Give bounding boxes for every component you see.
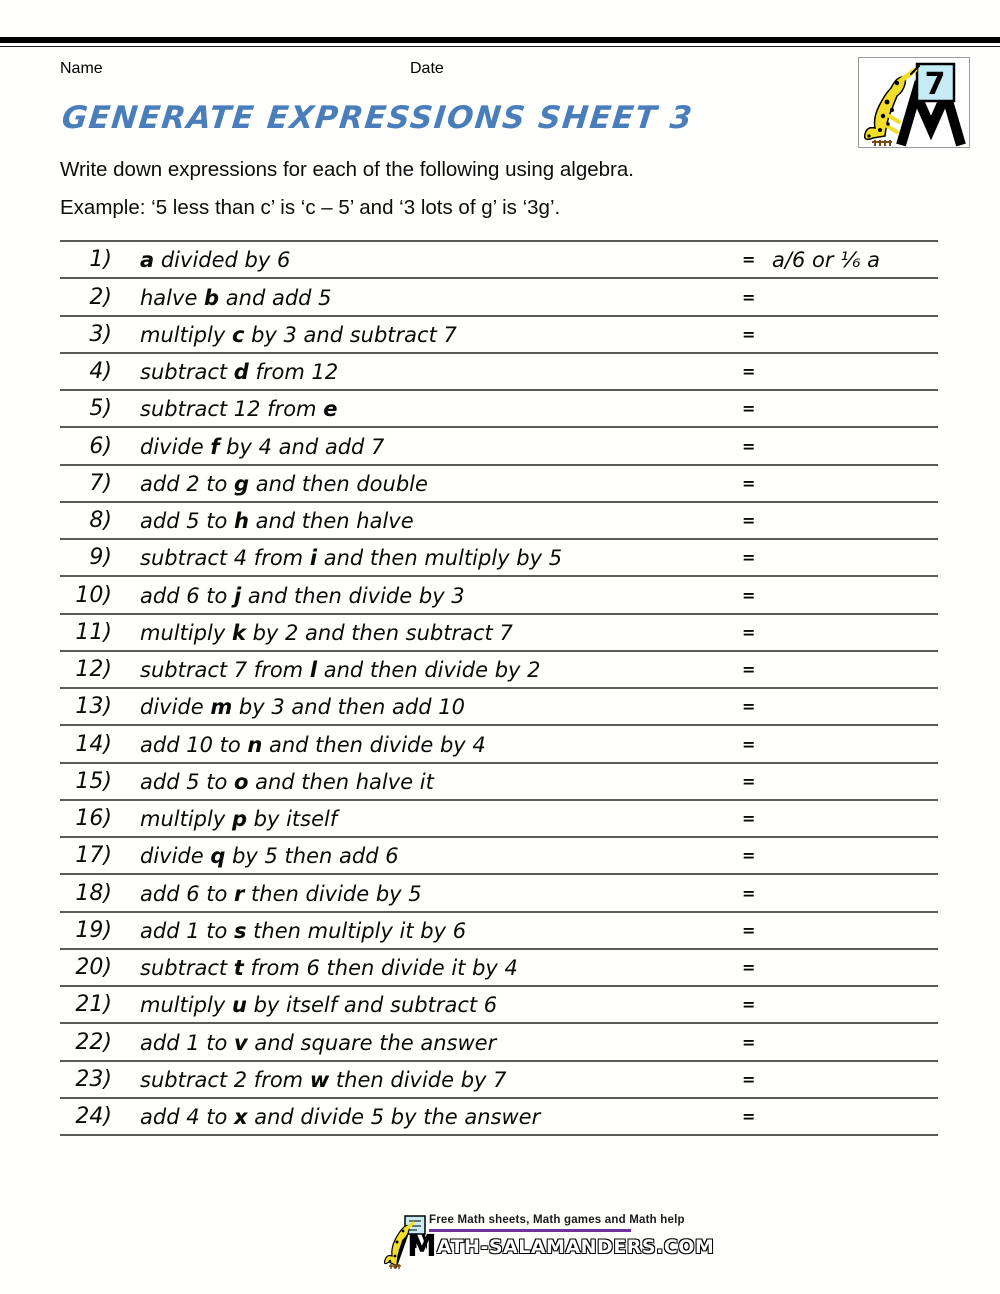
footer-site-name	[407, 1229, 715, 1264]
problem-number: 22)	[75, 1029, 112, 1055]
problem-text-after: and then divide by 3	[241, 583, 465, 608]
equals-sign: =	[742, 920, 756, 940]
problem-number: 1)	[89, 247, 112, 273]
problem-row	[60, 279, 938, 316]
problem-text	[140, 435, 384, 459]
problem-number: 13)	[75, 694, 112, 720]
problem-text-after: by 3 and subtract 7	[244, 322, 457, 347]
problem-text	[140, 882, 422, 906]
top-border-thin-rule	[0, 46, 1000, 47]
equals-sign: =	[742, 697, 756, 717]
problem-text	[140, 621, 513, 645]
problem-row	[60, 726, 938, 763]
problem-text-before: subtract 12 from	[140, 397, 324, 422]
problem-text-before: subtract	[140, 360, 234, 384]
problem-variable: r	[234, 881, 245, 906]
problem-text	[140, 658, 540, 682]
problem-variable: u	[231, 993, 247, 1018]
problem-text-after: by 2 and then subtract 7	[245, 620, 513, 645]
problem-row	[60, 615, 938, 652]
equals-sign: =	[742, 809, 756, 828]
problem-variable: t	[233, 956, 244, 980]
problem-variable: q	[210, 844, 226, 869]
problem-number: 20)	[75, 955, 112, 980]
problem-text	[140, 1031, 496, 1055]
problem-row	[60, 838, 938, 875]
problem-number: 6)	[89, 433, 112, 459]
problem-number: 5)	[89, 396, 112, 422]
problem-variable: d	[233, 360, 249, 384]
problem-text	[140, 323, 457, 347]
problem-text-after: divided by 6	[154, 248, 291, 273]
problem-number: 19)	[75, 917, 112, 943]
problems-list	[60, 240, 938, 1136]
equals-sign: =	[742, 660, 756, 679]
problem-text-after: and divide 5 by the answer	[247, 1105, 541, 1129]
equals-sign: =	[742, 846, 756, 866]
equals-sign: =	[742, 287, 756, 307]
problem-number: 12)	[75, 657, 112, 682]
problem-number: 10)	[75, 582, 112, 608]
problem-text-after: and then divide by 4	[262, 732, 486, 757]
problem-text-after: and then double	[249, 471, 428, 496]
problem-row	[60, 801, 938, 838]
problem-text-after: from 12	[248, 360, 339, 384]
problem-variable: g	[234, 471, 250, 496]
problem-text	[140, 695, 465, 719]
problem-text-before: add 4 to	[140, 1105, 234, 1129]
equals-sign: =	[742, 362, 756, 381]
name-label: Name	[60, 60, 103, 77]
problem-row	[60, 913, 938, 950]
problem-variable: a	[140, 248, 155, 273]
problem-number: 14)	[75, 731, 112, 757]
problem-row	[60, 317, 938, 354]
problem-text-before: add 10 to	[140, 732, 248, 757]
equals-sign: =	[742, 734, 756, 754]
problem-number: 21)	[75, 992, 112, 1018]
salamander-badge-graphic	[859, 58, 969, 147]
equals-sign: =	[742, 995, 756, 1015]
equals-sign: =	[742, 1032, 756, 1052]
problem-text-before: halve	[140, 285, 205, 310]
problem-text-after: and then halve it	[248, 769, 434, 794]
problem-number: 15)	[75, 768, 112, 794]
problem-text	[140, 844, 399, 868]
problem-row	[60, 577, 938, 614]
problem-text-after: then multiply it by 6	[246, 918, 467, 943]
problem-number: 16)	[75, 806, 112, 831]
problem-row	[60, 987, 938, 1024]
problem-row	[60, 503, 938, 540]
equals-sign: =	[742, 958, 756, 977]
badge-number: 7	[924, 67, 946, 102]
equals-sign: =	[742, 585, 756, 605]
problem-text	[140, 397, 337, 421]
problem-row	[60, 428, 938, 465]
problem-text-after: and add 5	[219, 285, 332, 310]
problem-variable: s	[234, 918, 247, 943]
problem-text-before: add 5 to	[140, 509, 234, 533]
problem-text	[140, 1105, 540, 1129]
problem-row	[60, 466, 938, 503]
problem-text-after: and then halve	[248, 509, 414, 533]
problem-number: 11)	[75, 619, 112, 645]
problem-row	[60, 652, 938, 689]
problem-text-before: subtract 7 from	[140, 658, 310, 682]
equals-sign: =	[742, 622, 756, 642]
equals-sign: =	[742, 399, 756, 419]
equals-sign: =	[742, 511, 756, 530]
problem-text	[140, 993, 497, 1017]
problem-text-before: add 5 to	[140, 769, 234, 794]
problem-row	[60, 689, 938, 726]
site-name-m: M	[407, 1229, 437, 1264]
problem-variable: n	[247, 732, 263, 757]
problem-text-before: add 6 to	[140, 583, 234, 608]
problem-number: 23)	[75, 1066, 112, 1092]
problem-text	[140, 509, 414, 533]
problem-text	[140, 546, 562, 570]
answer-text: a/6 or ¹⁄₆ a	[772, 248, 881, 273]
equals-sign: =	[742, 324, 756, 344]
problem-text	[140, 248, 290, 272]
problem-number: 3)	[89, 321, 112, 347]
problem-text-before: multiply	[140, 620, 232, 645]
instruction-line-2: Example: ‘5 less than c’ is ‘c – 5’ and ‘3 lots of g’ is ‘3g’.	[60, 196, 561, 219]
problem-variable: m	[210, 695, 233, 720]
problem-number: 2)	[89, 284, 112, 310]
problem-text-after: by 3 and then add 10	[232, 695, 465, 720]
problem-variable: e	[323, 397, 338, 422]
problem-text-after: then divide by 5	[244, 881, 422, 906]
problem-variable: x	[234, 1105, 248, 1129]
problem-text-before: add 1 to	[140, 918, 234, 943]
equals-sign: =	[742, 436, 756, 456]
equals-sign: =	[742, 1069, 756, 1089]
equals-sign: =	[742, 548, 756, 568]
problem-row	[60, 764, 938, 801]
problem-row	[60, 1099, 938, 1136]
footer-logo	[383, 1210, 715, 1272]
footer-tagline: Free Math sheets, Math games and Math help	[429, 1214, 685, 1226]
equals-sign: =	[742, 771, 756, 791]
date-label: Date	[410, 60, 444, 77]
problem-row	[60, 354, 938, 391]
problem-text-before: multiply	[140, 322, 232, 347]
problem-row	[60, 950, 938, 987]
problem-number: 7)	[89, 470, 112, 496]
number-card	[917, 64, 954, 102]
problem-row	[60, 540, 938, 577]
problem-text-after: by 4 and add 7	[219, 434, 385, 459]
problem-row	[60, 391, 938, 428]
problem-row	[60, 242, 938, 279]
problem-variable: v	[234, 1030, 248, 1055]
problem-variable: p	[231, 807, 247, 831]
problem-text	[140, 807, 337, 831]
problem-number: 24)	[75, 1104, 112, 1129]
problem-row	[60, 1024, 938, 1061]
problem-text-before: subtract	[140, 956, 234, 980]
problem-text	[140, 584, 465, 608]
problem-text-before: add 6 to	[140, 881, 234, 906]
problem-number: 8)	[89, 508, 112, 533]
problem-text	[140, 472, 428, 496]
problem-number: 4)	[89, 359, 112, 384]
problem-row	[60, 875, 938, 912]
problem-variable: j	[234, 583, 242, 608]
footer-text-block	[407, 1214, 715, 1264]
top-border-rule	[0, 37, 1000, 43]
problem-text-after: from 6 then divide it by 4	[243, 956, 518, 980]
problem-text-before: divide	[140, 695, 211, 720]
problem-number: 17)	[75, 843, 112, 869]
instruction-line-1: Write down expressions for each of the following using algebra.	[60, 158, 634, 181]
equals-sign: =	[742, 250, 756, 270]
problem-text-before: add 1 to	[140, 1030, 234, 1055]
equals-sign: =	[742, 1107, 756, 1126]
problem-row	[60, 1062, 938, 1099]
problem-text-before: subtract 4 from	[140, 546, 310, 571]
problem-variable: o	[234, 769, 249, 794]
problem-variable: k	[231, 620, 246, 645]
problem-text-after: and then multiply by 5	[317, 546, 563, 571]
problem-variable: c	[231, 322, 245, 347]
problem-variable: f	[210, 434, 220, 459]
equals-sign: =	[742, 883, 756, 903]
problem-text-before: multiply	[140, 993, 232, 1018]
problem-text-before: divide	[140, 434, 211, 459]
sheet-badge	[858, 57, 970, 148]
site-name-rest: ATH-SALAMANDERS.COM	[436, 1236, 715, 1258]
problem-variable: l	[309, 658, 318, 682]
problem-text	[140, 286, 332, 310]
problem-text	[140, 360, 338, 384]
problem-text	[140, 956, 518, 980]
problem-text-before: add 2 to	[140, 471, 234, 496]
problem-text-after: and then divide by 2	[317, 658, 541, 682]
problem-text-after: then divide by 7	[329, 1067, 507, 1092]
problem-text	[140, 1068, 507, 1092]
problem-text-after: by itself	[246, 807, 338, 831]
page-title: GENERATE EXPRESSIONS SHEET 3	[60, 100, 696, 136]
problem-variable: b	[204, 285, 220, 310]
problem-variable: w	[309, 1067, 330, 1092]
problem-variable: h	[234, 509, 249, 533]
problem-variable: i	[309, 546, 318, 571]
equals-sign: =	[742, 473, 756, 493]
problem-text-after: by itself and subtract 6	[246, 993, 498, 1018]
problem-text	[140, 919, 466, 943]
problem-text	[140, 733, 486, 757]
problem-text-after: and square the answer	[247, 1030, 497, 1055]
problem-text-after: by 5 then add 6	[225, 844, 399, 869]
problem-number: 18)	[75, 880, 112, 906]
problem-number: 9)	[89, 545, 112, 571]
problem-text-before: multiply	[140, 807, 232, 831]
problem-text	[140, 770, 434, 794]
problem-text-before: divide	[140, 844, 211, 869]
problem-text-before: subtract 2 from	[140, 1067, 310, 1092]
